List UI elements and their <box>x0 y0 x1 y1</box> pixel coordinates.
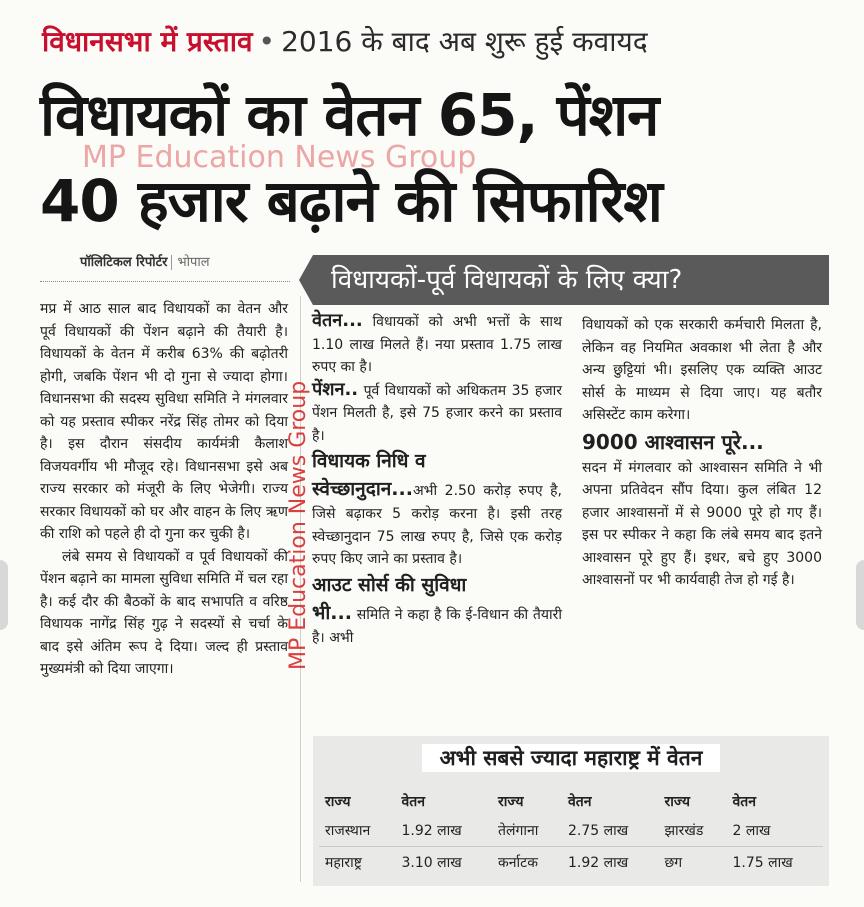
article-column-2 <box>312 310 562 649</box>
table-header: राज्य <box>497 794 524 810</box>
table-row <box>319 847 823 879</box>
fund-heading-1: विधायक निधि व <box>312 450 426 472</box>
table-cell: तेलंगाना <box>492 815 562 847</box>
assurance-text: सदन में मंगलवार को आश्वासन समिति ने भी अपना प्रतिवेदन सौंप दिया। कुल लंबित 12 हजार आश्वासनों में से 9000 पूरे हो गए हैं। इस पर स्पीकर ने कहा कि लंबे समय बाद इतने आश्वासन पूरे हुए हैं। इधर, बचे हुए 3000 आश्वासनों पर भी कार्यवाही तेज हो गई है। <box>582 459 822 588</box>
watermark-vertical: MP Education News Group <box>286 380 311 670</box>
salary-text: विधायकों को अभी भत्तों के साथ 1.10 लाख मिलते हैं। नया प्रस्ताव 1.75 लाख रुपए का है। <box>312 314 562 375</box>
salary-heading: वेतन... <box>312 310 363 331</box>
dateline-place: भोपाल <box>171 255 209 270</box>
salary-table <box>319 788 823 878</box>
right-scroll-edge[interactable] <box>856 560 864 630</box>
kicker <box>42 22 842 66</box>
byline-rule <box>40 281 290 282</box>
table-cell: राजस्थान <box>319 815 396 847</box>
section-banner: विधायकों-पूर्व विधायकों के लिए क्या? <box>313 255 829 305</box>
table-header: राज्य <box>664 794 690 810</box>
article-paragraph-2: लंबे समय से विधायकों व पूर्व विधायकों की पेंशन बढ़ाने का मामला सुविधा समिति में चल रहा है। कई दौर की बैठकों के बाद सभापति व वरिष्ठ विधायक नागेंद्र सिंह गुढ़ ने सदस्यों से चर्चा के बाद इसे अंतिम रूप दे दिया। जल्द ही प्रस्ताव मुख्यमंत्री को दिया जाएगा। <box>40 548 288 677</box>
fund-heading-2: स्वेच्छानुदान... <box>312 478 413 500</box>
table-cell: कर्नाटक <box>497 855 538 871</box>
article-column-1 <box>40 298 288 681</box>
watermark-horizontal: MP Education News Group <box>82 140 477 175</box>
table-header: राज्य <box>325 794 351 810</box>
table-header: वेतन <box>401 794 426 810</box>
salary-table-box <box>313 736 829 886</box>
table-header-row <box>319 788 823 815</box>
table-header: वेतन <box>567 794 592 810</box>
kicker-subhead: 2016 के बाद अब शुरू हुई कवायद <box>281 25 648 58</box>
pension-text: पूर्व विधायकों को अधिकतम 35 हजार पेंशन मिलती है, इसे 75 हजार करने का प्रस्ताव है। <box>312 382 562 444</box>
kicker-section: विधानसभा में प्रस्ताव <box>42 25 253 58</box>
fund-block <box>312 475 562 571</box>
table-cell: 1.75 लाख <box>732 855 793 871</box>
table-cell: 1.92 लाख <box>396 815 492 847</box>
salary-table-title-text: अभी सबसे ज्यादा महाराष्ट्र में वेतन <box>422 744 721 772</box>
article-paragraph-1: मप्र में आठ साल बाद विधायकों का वेतन और पूर्व विधायकों की पेंशन बढ़ाने की तैयारी है। विधायकों के वेतन में करीब 63% की बढ़ोतरी होगी, जबकि पेंशन भी दो गुना से ज्यादा होगा। विधानसभा की सदस्य सुविधा समिति ने मंगलवार को यह प्रस्ताव स्पीकर नरेंद्र सिंह तोमर को दिया है। इस दौरान संसदीय कार्यमंत्री कैलाश विजयवर्गीय भी मौजूद रहे। विधानसभा इसे अब राज्य सरकार को मंजूरी के लिए भेजेगी। राज्य सरकार विधायकों को घर और वाहन के लिए ऋण की राशि को पहले ही दो गुना कर चुकी है। <box>40 301 288 542</box>
fund-text: अभी 2.50 करोड़ रुपए है, जिसे बढ़ाकर 5 करोड़ करना है। इसी तरह स्वेच्छानुदान 75 लाख रुपए है, जिसे एक करोड़ रुपए किए जाने का प्रस्ताव है। <box>312 483 562 567</box>
table-cell: महाराष्ट्र <box>325 855 362 871</box>
outsource-heading-1: आउट सोर्स की सुविधा <box>312 573 467 596</box>
banner-tip <box>299 255 313 305</box>
headline-line-2: 40 हजार बढ़ाने की सिफारिश <box>40 167 662 235</box>
byline <box>80 252 210 270</box>
kicker-separator: • <box>258 25 276 58</box>
table-cell: 2.75 लाख <box>562 815 658 847</box>
table-cell: 2 लाख <box>726 815 823 847</box>
table-cell: छग <box>664 855 683 871</box>
assistant-text: विधायकों को एक सरकारी कर्मचारी मिलता है, लेकिन वह नियमित अवकाश भी लेता है और अन्य छुट्टियां भी। इसलिए एक व्यक्ति आउट सोर्स के माध्यम से दिया जाए। यह बतौर असिस्टेंट काम करेगा। <box>582 317 822 423</box>
pension-heading: पेंशन.. <box>312 378 359 400</box>
outsource-heading-2: भी... <box>312 601 352 624</box>
reporter: पॉलिटिकल रिपोर्टर <box>80 255 168 270</box>
salary-block <box>312 310 562 379</box>
table-cell: झारखंड <box>658 815 726 847</box>
table-header: वेतन <box>732 794 757 810</box>
table-cell: 3.10 लाख <box>401 855 462 871</box>
pension-block <box>312 379 562 448</box>
table-cell: 1.92 लाख <box>567 855 629 871</box>
outsource-block <box>312 599 562 650</box>
salary-table-title <box>313 744 829 772</box>
left-scroll-edge[interactable] <box>0 560 8 630</box>
outsource-text: समिति ने कहा है कि ई-विधान की तैयारी है। अभी <box>312 606 562 646</box>
headline-line-1: विधायकों का वेतन 65, पेंशन <box>40 81 659 149</box>
table-row <box>319 815 823 847</box>
assurance-heading: 9000 आश्वासन पूरे... <box>582 429 764 454</box>
article-column-3 <box>582 314 822 592</box>
